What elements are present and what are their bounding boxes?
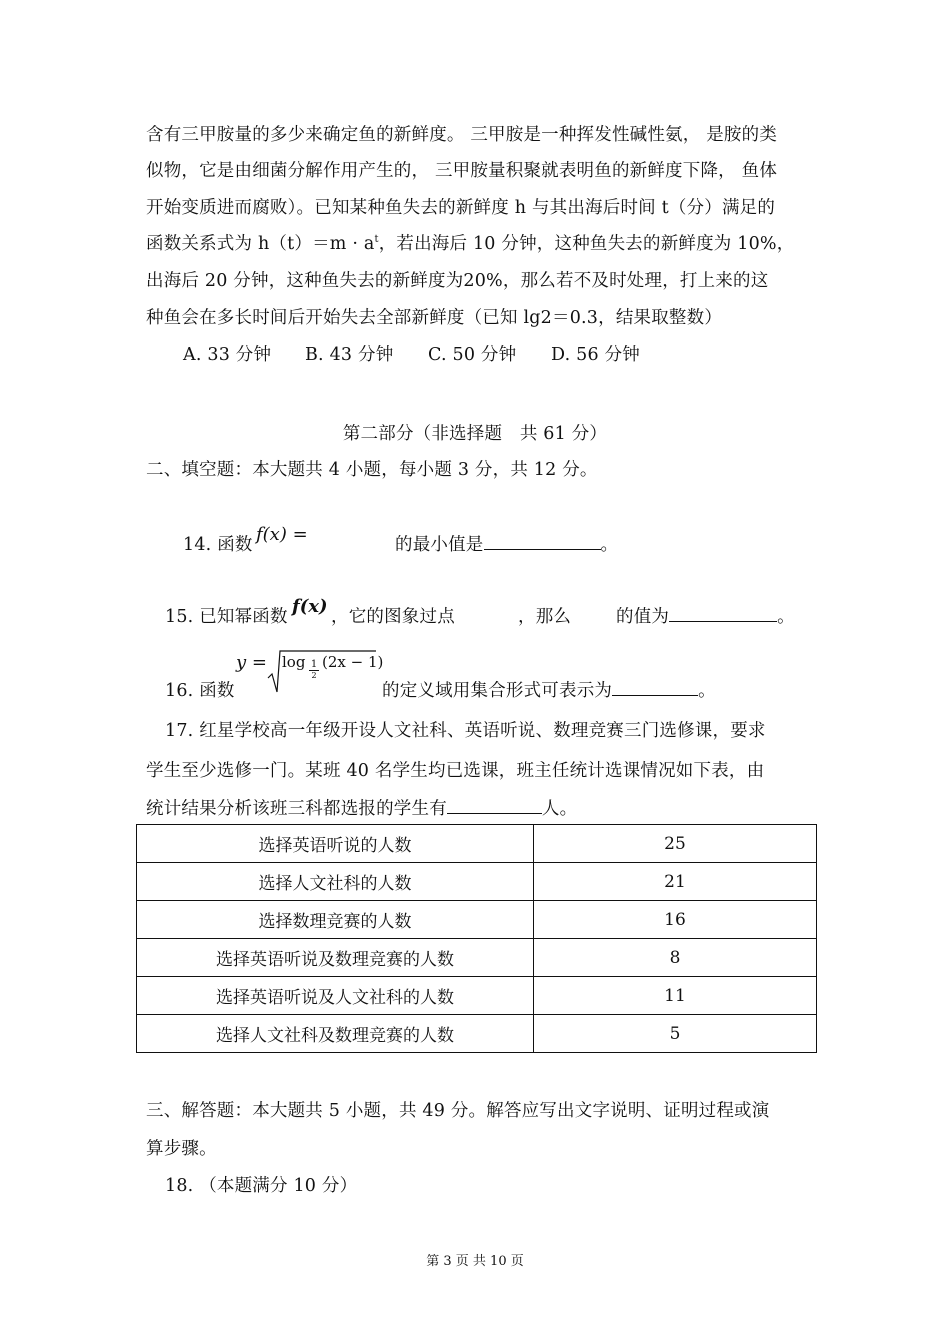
option-c: C. 50 分钟 [428,345,517,365]
q15-end: 。 [777,607,795,627]
intro-line-4 [146,230,794,255]
table-row [137,977,817,1015]
option-d: D. 56 分钟 [551,345,640,365]
q16-answer-line [382,677,716,702]
q14-fx: f(x) = [256,524,308,545]
table-cell-value: 8 [534,939,817,977]
table-cell-value: 25 [534,825,817,863]
table-cell-label: 选择英语听说及人文社科的人数 [137,977,534,1015]
intro-line-1: 含有三甲胺量的多少来确定鱼的新鲜度。 三甲胺是一种挥发性碱性氨， 是胺的类 [146,125,778,145]
q15-prefix: 15. 已知幂函数 [165,607,288,627]
course-selection-table [136,824,817,1053]
table-cell-value: 16 [534,901,817,939]
q17-line-3-text: 统计结果分析该班三科都选报的学生有 [146,799,447,819]
q16-base-den: 2 [309,670,319,680]
table-row [137,939,817,977]
q18-header: 18. （本题满分 10 分） [165,1176,358,1196]
q17-line-1: 17. 红星学校高一年级开设人文社科、英语听说、数理竞赛三门选修课，要求 [165,721,766,741]
table-cell-value: 11 [534,977,817,1015]
part-two-title: 第二部分（非选择题 共 61 分） [342,424,608,444]
q15-fx: f(x) [292,596,328,617]
q16-arg: (2x − 1) [322,653,384,671]
q17-line-3 [146,795,577,820]
q14-answer-line [395,531,618,556]
q17-blank[interactable] [447,795,542,814]
q17-line-2: 学生至少选修一门。某班 40 名学生均已选课，班主任统计选课情况如下表，由 [146,761,765,781]
intro-line-4-text: 函数关系式为 h（t）＝m · a [146,234,375,254]
table-row [137,863,817,901]
intro-line-2: 似物，它是由细菌分解作用产生的， 三甲胺量积聚就表明鱼的新鲜度下降， 鱼体 [146,161,778,181]
intro-line-3: 开始变质进而腐败）。已知某种鱼失去的新鲜度 h 与其出海后时间 t（分）满足的 [146,198,776,218]
table-cell-value: 5 [534,1015,817,1053]
q16-blank[interactable] [612,677,698,696]
table-cell-label: 选择数理竞赛的人数 [137,901,534,939]
q16-base-num: 1 [310,659,318,670]
table-row [137,825,817,863]
q15-mid2: ，那么 [518,607,572,627]
q16-log: log [282,653,306,671]
q15-mid1: ，它的图象过点 [331,607,455,627]
table-cell-value: 21 [534,863,817,901]
q15-mid3: 的值为 [616,607,670,627]
q14-end: 。 [600,535,619,555]
section-three-line-2: 算步骤。 [146,1139,217,1159]
table-row [137,1015,817,1053]
q16-log-base [309,660,319,680]
table-cell-label: 选择英语听说的人数 [137,825,534,863]
intro-line-5: 出海后 20 分钟，这种鱼失去的新鲜度为20%，那么若不及时处理，打上来的这 [146,271,769,291]
q14-suffix: 的最小值是 [395,535,484,555]
q14-blank[interactable] [484,531,601,550]
q15-blank[interactable] [669,603,777,622]
table-cell-label: 选择人文社科及数理竞赛的人数 [137,1015,534,1053]
q14-prefix: 14. 函数 [183,535,253,555]
section-two-header: 二、填空题：本大题共 4 小题，每小题 3 分，共 12 分。 [146,460,598,480]
intro-line-4-rest: ，若出海后 10 分钟，这种鱼失去的新鲜度为 10%， [378,234,795,254]
section-three-line-1: 三、解答题：本大题共 5 小题，共 49 分。解答应写出文字说明、证明过程或演 [146,1101,770,1121]
q16-suffix: 的定义域用集合形式可表示为 [382,681,613,701]
q15-answer-line [616,603,795,628]
option-b: B. 43 分钟 [305,345,394,365]
exponent-t: t [374,234,379,246]
table-cell-label: 选择英语听说及数理竞赛的人数 [137,939,534,977]
page-footer: 第 3 页 共 10 页 [426,1254,524,1269]
intro-line-6: 种鱼会在多长时间后开始失去全部新鲜度（已知 lg2＝0.3，结果取整数） [146,308,723,328]
table-cell-label: 选择人文社科的人数 [137,863,534,901]
q16-prefix: 16. 函数 [165,681,235,701]
q17-end: 人。 [541,799,578,819]
q16-end: 。 [698,681,716,701]
table-row [137,901,817,939]
q16-y-eq: y = [236,652,267,673]
option-a: A. 33 分钟 [183,345,272,365]
